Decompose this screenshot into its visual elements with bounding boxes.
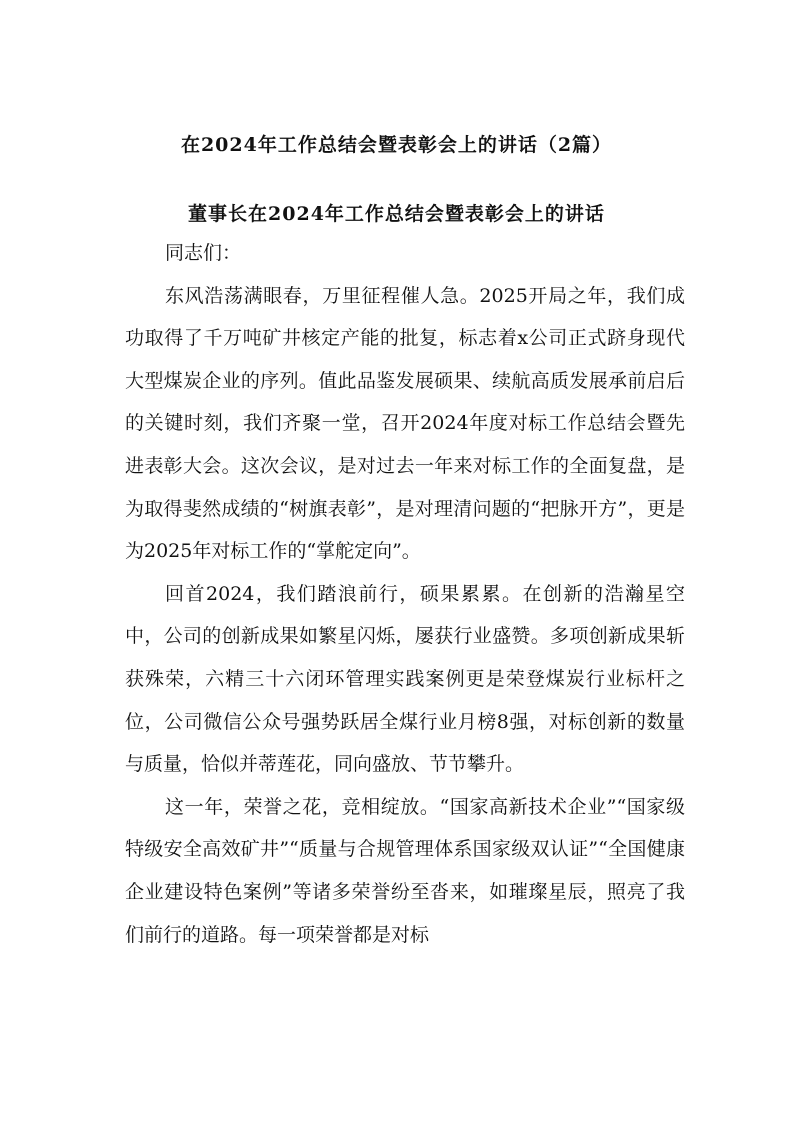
salutation: 同志们： bbox=[165, 242, 242, 264]
paragraph: 这一年，荣誉之花，竞相绽放。“国家高新技术企业”“国家级特级安全高效矿井”“质量与合规管理体系国家级双认证”“全国健康企业建设特色案例”等诸多荣誉纷至沓来，如璀璨星辰，照亮了我们前行的道路。每一项荣誉都是对标 bbox=[125, 795, 685, 946]
paragraph: 回首2024，我们踏浪前行，硕果累累。在创新的浩瀚星空中，公司的创新成果如繁星闪烁，屡获行业盛赞。多项创新成果斩获殊荣，六精三十六闭环管理实践案例更是荣登煤炭行业标杆之位，公司微信公众号强势跃居全煤行业月榜8强，对标创新的数量与质量，恰似并蒂莲花，同向盛放、节节攀升。 bbox=[125, 582, 685, 776]
document-body bbox=[125, 232, 685, 956]
paragraph: 东风浩荡满眼春，万里征程催人急。2025开局之年，我们成功取得了千万吨矿井核定产能的批复，标志着x公司正式跻身现代大型煤炭企业的序列。值此品鉴发展硕果、续航高质发展承前启后的关键时刻，我们齐聚一堂，召开2024年度对标工作总结会暨先进表彰大会。这次会议，是对过去一年来对标工作的全面复盘，是为取得斐然成绩的“树旗表彰”，是对理清问题的“把脉开方”，更是为2025年对标工作的“掌舵定向”。 bbox=[125, 284, 685, 563]
document-title: 在2024年工作总结会暨表彰会上的讲话（2篇） bbox=[180, 134, 613, 156]
speech-title: 董事长在2024年工作总结会暨表彰会上的讲话 bbox=[188, 203, 605, 225]
